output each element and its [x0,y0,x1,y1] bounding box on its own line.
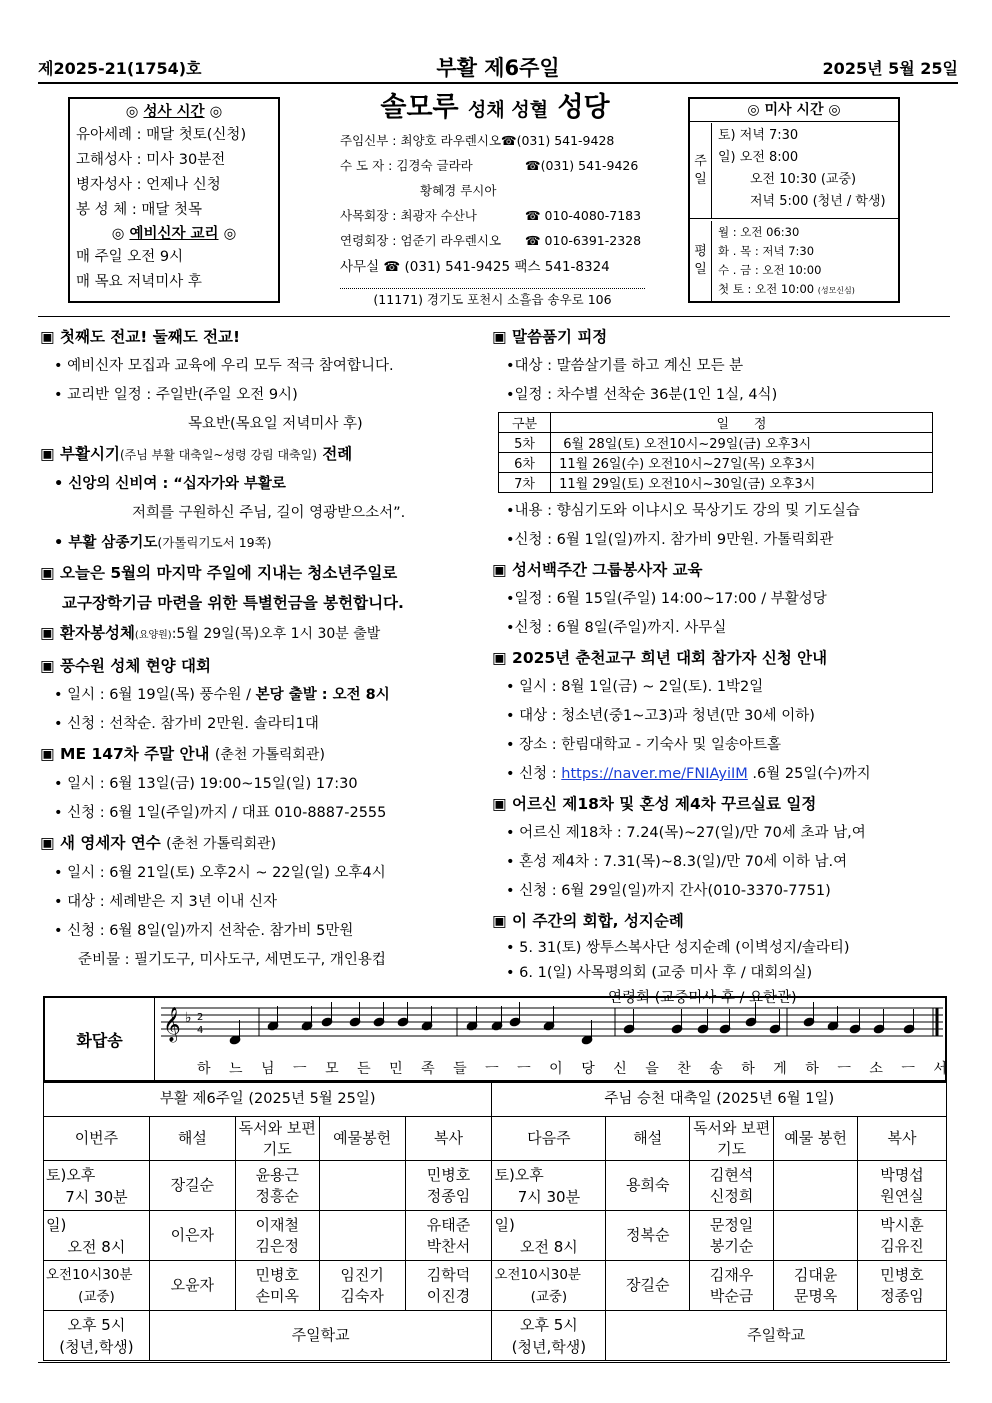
bullet-line: • 대상 : 청소년(중1~고3)과 청년(만 30세 이하) [506,708,815,724]
lyric-syllable: 이 [549,1061,563,1077]
lyric-syllable: 을 [645,1061,659,1077]
mass-time-cell: 오후 5시 (청년,학생) [44,1311,150,1361]
table-row [499,413,933,433]
column-header: 예물 봉헌 [774,1117,858,1161]
column-header: 독서와 보편기도 [690,1117,774,1161]
weekday-mass-section [690,221,898,301]
lyric-syllable: ㅡ [293,1061,307,1077]
table-cell: 박명섭 원연실 [858,1161,947,1211]
office-line: 사무실 ☎ (031) 541-9425 팩스 541-8324 [340,259,610,275]
left-column [40,322,488,975]
svg-text:♭: ♭ [185,1010,192,1026]
catechumen-row: 매 목요 저녁미사 후 [76,274,202,290]
column-header: 이번주 [44,1117,150,1161]
table-cell [319,1211,405,1261]
bullet-line: •대상 : 말씀살기를 하고 계신 모든 분 [506,358,744,374]
table-cell: 장길순 [606,1261,690,1311]
right-column [492,322,952,1011]
table-row [44,1117,947,1161]
lyric-syllable: ㅡ [517,1061,531,1077]
lyric-syllable: 게 [773,1061,787,1077]
weekday-mass-line: 수 . 금 : 오전 10:00 [718,263,822,277]
bullet-line: •신청 : 6월 1일(일)까지. 참가비 9만원. 가톨릭회관 [506,532,834,548]
sacrament-row: 유아세례 : 매달 첫토(신청) [76,127,247,143]
next-week-title: 주님 승천 대축일 (2025년 6월 1일) [492,1083,947,1117]
column-header: 해설 [606,1117,690,1161]
retreat-schedule-table [498,412,933,493]
bullet-line: •신청 : 6월 8일(주일)까지. 사무실 [506,620,727,636]
bullet-line: • 혼성 제4차 : 7.31(목)~8.3(일)/만 70세 이하 남.여 [506,854,848,870]
svg-text:𝄞: 𝄞 [163,1007,181,1042]
lyric-syllable: ㅡ [485,1061,499,1077]
table-cell: 일 정 [551,413,933,433]
sister-line: 수 도 자 : 김경숙 글라라 ☎(031) 541-9426 [340,158,639,173]
table-row [44,1161,947,1211]
bullet-line: • 신앙의 신비여 : “십자가와 부활로 [54,476,286,492]
issue-number: 제2025-21(1754)호 [38,59,202,78]
table-row [44,1211,947,1261]
mass-time-cell: 오전10시30분 (교중) [492,1261,606,1311]
weekday-mass-line: 월 : 오전 06:30 [718,225,800,239]
table-row [44,1261,947,1311]
union-chair-line: 연령회장 : 엄준기 라우렌시오 ☎ 010-6391-2328 [340,233,642,248]
sunday-mass-section [690,123,898,219]
pastor-line: 주임신부 : 최양호 라우렌시오☎(031) 541-9428 [340,133,615,148]
section-heading: ▣ 어르신 제18차 및 혼성 제4차 꾸르실료 일정 [492,795,817,813]
weekday-mass-line: 첫 토 : 오전 10:00 (성모신심) [718,282,855,296]
section-heading: ▣ 이 주간의 회합, 성지순례 [492,912,684,930]
bullet-line: 저희를 구원하신 주님, 길이 영광받으소서”. [132,505,406,521]
table-cell: 임진기 김숙자 [319,1261,405,1311]
table-cell [774,1161,858,1211]
lyric-syllable: 하 [741,1061,755,1077]
table-cell: 민병호 정종임 [405,1161,492,1211]
table-cell: 이은자 [149,1211,235,1261]
lyric-syllable: 님 [261,1061,275,1077]
section-heading: ▣ ME 147차 주말 안내 (춘천 가톨릭회관) [40,745,325,763]
table-row [44,1083,947,1117]
lyric-syllable: 서 [933,1061,947,1077]
psalm-lyrics [197,1058,947,1078]
bullet-line: • 대상 : 세례받은 지 3년 이내 신자 [54,894,278,910]
table-cell: 민병호 정종임 [858,1261,947,1311]
mass-time-cell: 일) 오전 8시 [492,1211,606,1261]
weekday-label: 평 일 [690,221,712,301]
table-cell: 11월 29일(토) 오전10시~30일(금) 오후3시 [551,473,933,493]
lyric-syllable: 모 [325,1061,339,1077]
lyric-syllable: 소 [869,1061,883,1077]
bullet-line: • 6. 1(일) 사목평의회 (교중 미사 후 / 대회의실) [506,965,813,981]
table-cell: 용희숙 [606,1161,690,1211]
svg-text:4: 4 [197,1025,204,1036]
table-cell: 정복순 [606,1211,690,1261]
council-chair-line: 사목회장 : 최광자 수산나 ☎ 010-4080-7183 [340,208,642,223]
lyric-syllable: ㅡ [837,1061,851,1077]
lyric-syllable: 신 [613,1061,627,1077]
table-cell: 윤용근 정흥순 [235,1161,319,1211]
duty-roster-table [43,1082,947,1361]
mass-times-heading: ◎ 미사 시간 ◎ [690,99,898,122]
sacrament-row: 고해성사 : 미사 30분전 [76,152,226,168]
sunday-mass-line: 일) 오전 8:00 [718,150,799,165]
footer-divider [38,1362,950,1363]
bullet-line: • 신청 : 6월 1일(주일)까지 / 대표 010-8887-2555 [54,805,387,821]
lyric-syllable: 민 [389,1061,403,1077]
mass-time-cell: 토)오후 7시 30분 [44,1161,150,1211]
sunday-label: 주 일 [690,123,712,218]
table-cell: 오윤자 [149,1261,235,1311]
table-cell: 11월 26일(수) 오전10시~27일(목) 오후3시 [551,453,933,473]
bullet-line: • 일시 : 6월 21일(토) 오후2시 ~ 22일(일) 오후4시 [54,865,386,881]
registration-link[interactable]: https://naver.me/FNIAyiIM [561,766,748,782]
table-cell: 김학덕 이진경 [405,1261,492,1311]
table-row [499,473,933,493]
section-heading: ▣ 부활시기(주님 부활 대축일~성령 강림 대축일) 전례 [40,445,353,463]
section-heading: ▣ 오늘은 5월의 마지막 주일에 지내는 청소년주일로 [40,564,398,582]
sacrament-row: 봉 성 체 : 매달 첫목 [76,202,202,218]
bullet-line: • 장소 : 한림대학교 - 기숙사 및 일송아트홀 [506,737,782,753]
psalm-label: 화답송 [45,998,155,1080]
section-heading: ▣ 환자봉성체(요양원):5월 29일(목)오후 1시 30분 출발 [40,624,381,642]
parish-address: (11171) 경기도 포천시 소흘읍 송우로 106 [340,288,645,308]
catechumen-row: 매 주일 오전 9시 [76,249,184,265]
bullet-line: • 일시 : 6월 13일(금) 19:00~15일(일) 17:30 [54,776,358,792]
section-subline: 교구장학기금 마련을 위한 특별헌금을 봉헌합니다. [62,594,404,612]
bullet-line: • 신청 : 6월 29일(일)까지 간사(010-3370-7751) [506,883,831,899]
bullet-line: • 일시 : 6월 19일(목) 풍수원 / 본당 출발 : 오전 8시 [54,687,390,703]
svg-text:2: 2 [197,1012,204,1023]
table-cell: 주일학교 [606,1311,947,1361]
section-heading: ▣ 새 영세자 연수 (춘천 가톨릭회관) [40,834,277,852]
sacrament-row: 병자성사 : 언제나 신청 [76,177,221,193]
mass-times-box [688,97,900,303]
bullet-line: 준비물 : 필기도구, 미사도구, 세면도구, 개인용컵 [78,952,386,968]
column-header: 예물봉헌 [319,1117,405,1161]
bullet-line: •일정 : 차수별 선착순 36분(1인 1실, 4식) [506,387,778,403]
header-divider [38,316,950,317]
table-row [499,453,933,473]
lyric-syllable: 찬 [677,1061,691,1077]
table-row [499,433,933,453]
lyric-syllable: 송 [709,1061,723,1077]
table-cell: 김현석 신정희 [690,1161,774,1211]
section-heading: ▣ 성서백주간 그룹봉사자 교육 [492,561,703,579]
mass-time-cell: 일) 오전 8시 [44,1211,150,1261]
lyric-syllable: 하 [197,1061,211,1077]
section-heading: ▣ 풍수원 성체 현양 대회 [40,657,211,675]
table-cell: 민병호 손미옥 [235,1261,319,1311]
bullet-line: • 교리반 일정 : 주일반(주일 오전 9시) [54,387,298,403]
lyric-syllable: 하 [805,1061,819,1077]
column-header: 복사 [405,1117,492,1161]
masthead [38,56,958,84]
bullet-line: •일정 : 6월 15일(주일) 14:00~17:00 / 부활성당 [506,591,827,607]
lyric-syllable: 느 [229,1061,243,1077]
table-cell [774,1211,858,1261]
bullet-line: 목요반(목요일 저녁미사 후) [188,416,363,432]
sunday-mass-line: 토) 저녁 7:30 [718,128,799,143]
sacrament-times-box [68,97,280,303]
liturgical-season: 부활 제6주일 [436,56,560,80]
bullet-line: • 신청 : 선착순. 참가비 2만원. 솔라티1대 [54,716,319,732]
table-cell [319,1161,405,1211]
table-cell: 5차 [499,433,551,453]
bullet-line: • 신청 : https://naver.me/FNIAyiIM .6월 25일(수)까지 [506,766,871,782]
bullet-line: • 부활 삼종기도(가톨릭기도서 19쪽) [54,535,272,551]
parish-name: 솔모루 성채 성혈 성당 [380,92,610,123]
sunday-mass-line: 오전 10:30 (교중) [750,172,857,187]
catechumen-heading: ◎ 예비신자 교리 ◎ [111,226,237,242]
table-cell: 유태준 박찬서 [405,1211,492,1261]
music-staff [157,1000,947,1058]
section-heading: ▣ 2025년 춘천교구 희년 대회 참가자 신청 안내 [492,649,828,667]
table-row [44,1311,947,1361]
section-heading: ▣ 말씀품기 피정 [492,328,608,346]
sacrament-times-heading: ◎ 성사 시간 ◎ [125,104,223,120]
table-cell: 구분 [499,413,551,433]
mass-time-cell: 오후 5시 (청년,학생) [492,1311,606,1361]
column-header: 다음주 [492,1117,606,1161]
mass-time-cell: 오전10시30분 (교중) [44,1261,150,1311]
column-header: 복사 [858,1117,947,1161]
mass-time-cell: 토)오후 7시 30분 [492,1161,606,1211]
bullet-line: 연령회 (교중미사 후 / 요한관) [608,990,797,1006]
sister-line-2: 황혜경 루시아 [420,183,497,198]
table-cell: 김재우 박순금 [690,1261,774,1311]
lyric-syllable: 당 [581,1061,595,1077]
bullet-line: • 예비신자 모집과 교육에 우리 모두 적극 참여합니다. [54,358,394,374]
lyric-syllable: ㅡ [901,1061,915,1077]
bullet-line: • 일시 : 8월 1일(금) ~ 2일(토). 1박2일 [506,679,764,695]
table-cell: 주일학교 [149,1311,492,1361]
responsorial-psalm [43,996,947,1082]
bullet-line: • 어르신 제18차 : 7.24(목)~27(일)/만 70세 초과 남,여 [506,825,866,841]
table-cell: 6차 [499,453,551,473]
table-cell: 7차 [499,473,551,493]
lyric-syllable: 족 [421,1061,435,1077]
weekday-mass-line: 화 . 목 : 저녁 7:30 [718,244,815,258]
lyric-syllable: 든 [357,1061,371,1077]
bullet-line: •내용 : 향심기도와 이냐시오 묵상기도 강의 및 기도실습 [506,503,860,519]
this-week-title: 부활 제6주일 (2025년 5월 25일) [44,1083,492,1117]
table-cell: 박시훈 김유진 [858,1211,947,1261]
column-header: 해설 [149,1117,235,1161]
parish-info [340,90,650,310]
table-cell: 문정일 봉기순 [690,1211,774,1261]
lyric-syllable: 들 [453,1061,467,1077]
bullet-line: • 신청 : 6월 8일(일)까지 선착순. 참가비 5만원 [54,923,354,939]
table-cell: 6월 28일(토) 오전10시~29일(금) 오후3시 [551,433,933,453]
sunday-mass-line: 저녁 5:00 (청년 / 학생) [750,194,886,209]
table-cell: 김대윤 문명옥 [774,1261,858,1311]
bullet-line: • 5. 31(토) 쌍투스복사단 성지순례 (이벽성지/솔라티) [506,940,850,956]
column-header: 독서와 보편기도 [235,1117,319,1161]
table-cell: 이재철 김은정 [235,1211,319,1261]
bulletin-date: 2025년 5월 25일 [822,59,958,78]
section-heading: ▣ 첫째도 전교! 둘째도 전교! [40,328,241,346]
table-cell: 장길순 [149,1161,235,1211]
